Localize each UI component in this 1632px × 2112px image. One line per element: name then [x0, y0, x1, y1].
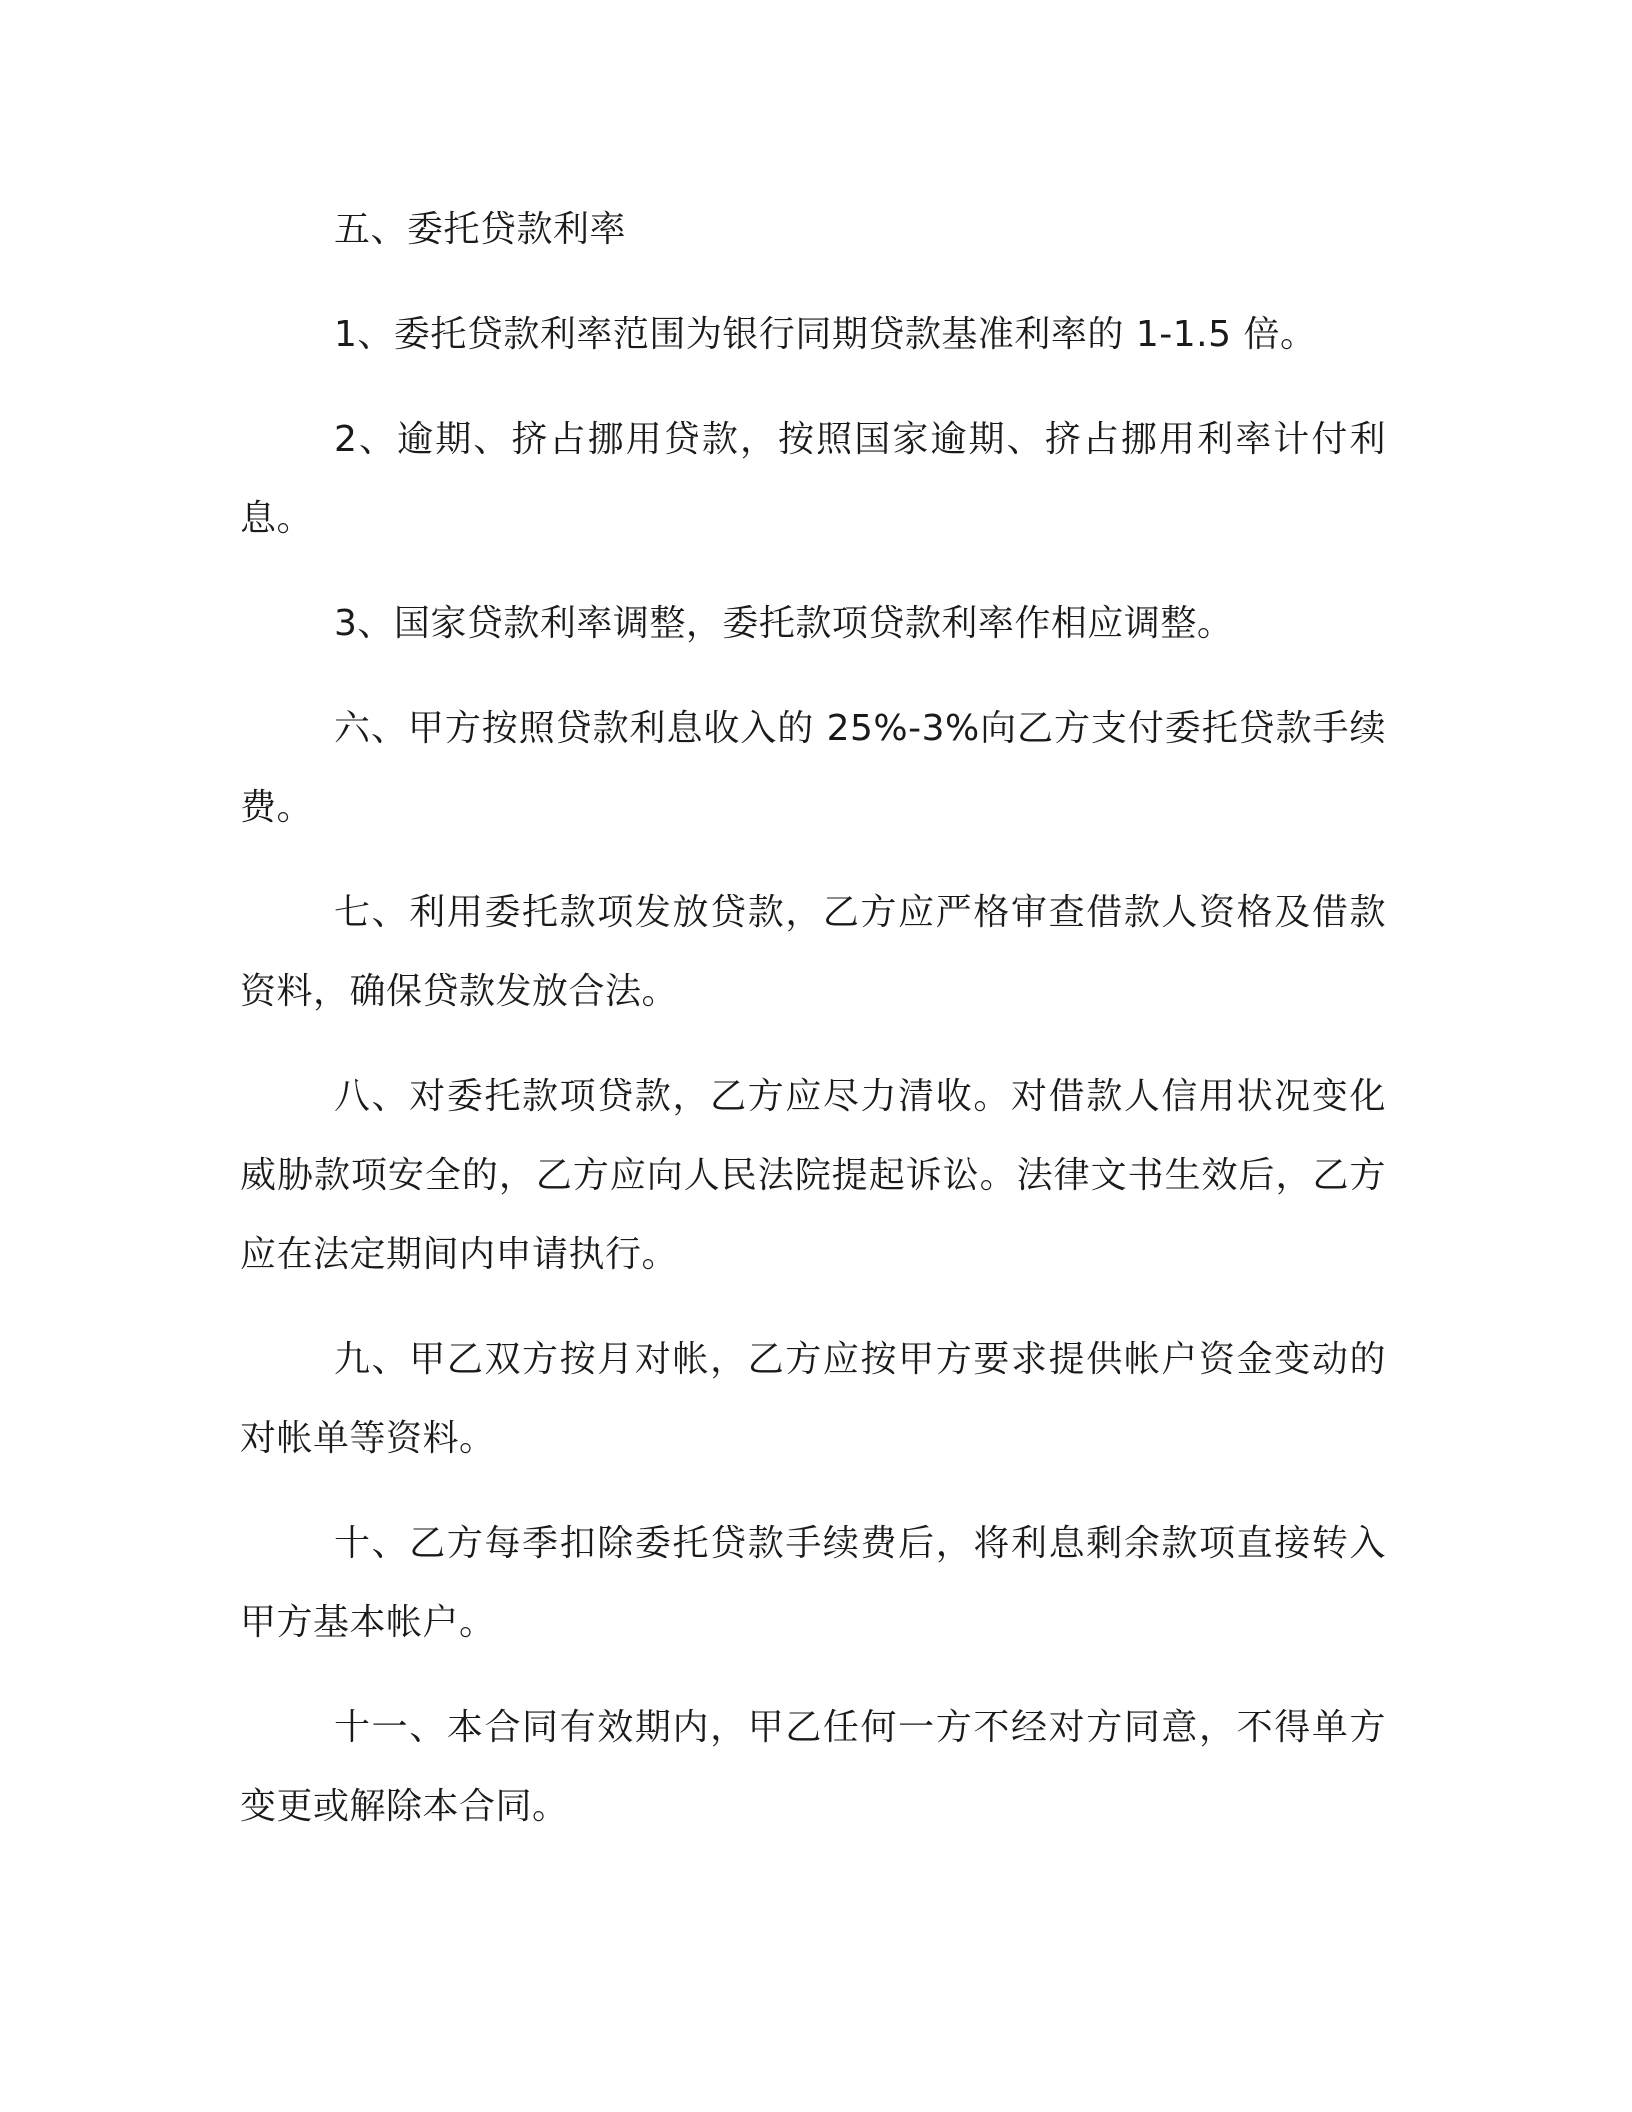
clause-overdue-interest: 2、逾期、挤占挪用贷款，按照国家逾期、挤占挪用利率计付利息。 — [240, 419, 1386, 539]
clause-reconciliation: 九、甲乙双方按月对帐，乙方应按甲方要求提供帐户资金变动的对帐单等资料。 — [240, 1339, 1386, 1459]
clause-loan-review: 七、利用委托款项发放贷款，乙方应严格审查借款人资格及借款资料，确保贷款发放合法。 — [240, 892, 1386, 1012]
document-body — [240, 190, 1386, 1872]
clause-service-fee: 六、甲方按照贷款利息收入的 25%-3%向乙方支付委托贷款手续费。 — [240, 708, 1386, 828]
clause-interest-transfer: 十、乙方每季扣除委托贷款手续费后，将利息剩余款项直接转入甲方基本帐户。 — [240, 1523, 1386, 1643]
clause-rate-range: 1、委托贷款利率范围为银行同期贷款基准利率的 1-1.5 倍。 — [334, 314, 1317, 355]
clause-rate-adjustment: 3、国家贷款利率调整，委托款项贷款利率作相应调整。 — [334, 603, 1234, 644]
clause-contract-change: 十一、本合同有效期内，甲乙任何一方不经对方同意，不得单方变更或解除本合同。 — [240, 1707, 1386, 1827]
section-heading-interest-rate: 五、委托贷款利率 — [334, 209, 627, 250]
clause-collection: 八、对委托款项贷款，乙方应尽力清收。对借款人信用状况变化威胁款项安全的，乙方应向人民法院提起诉讼。法律文书生效后，乙方应在法定期间内申请执行。 — [240, 1076, 1386, 1275]
